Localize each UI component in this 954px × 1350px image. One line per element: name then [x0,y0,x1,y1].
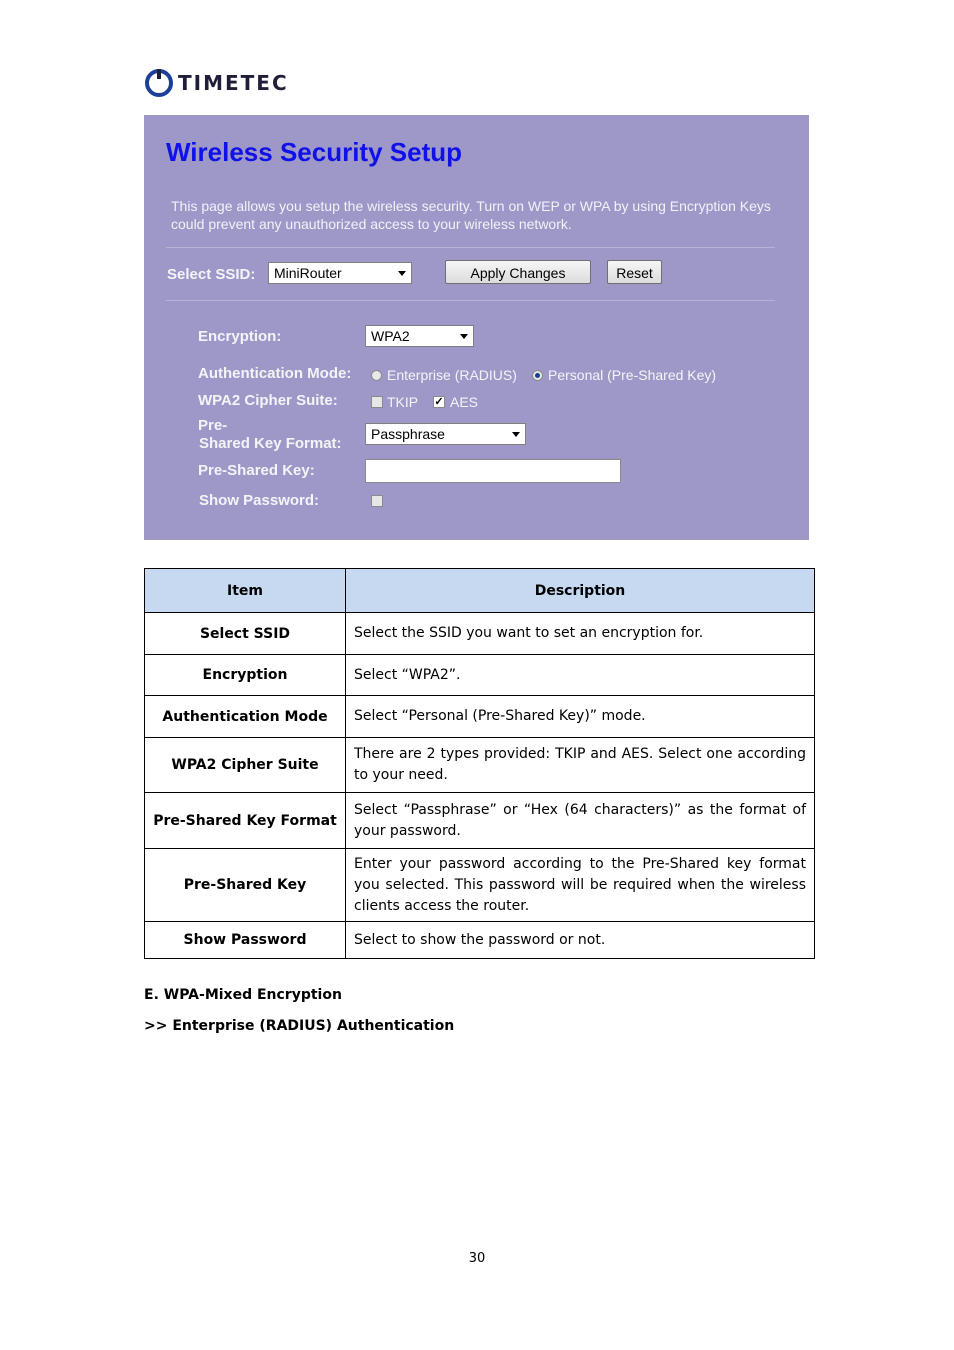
table-row [145,613,815,655]
table-cell-description: Select “Passphrase” or “Hex (64 characters)” as the format of your password. [346,793,815,849]
key-format-select[interactable] [365,423,526,445]
table-cell-item: Select SSID [145,613,346,655]
ssid-select-value: MiniRouter [274,265,342,281]
divider [166,247,775,248]
select-ssid-label: Select SSID: [167,266,256,283]
psk-label: Pre-Shared Key: [198,462,315,479]
key-format-select-value: Passphrase [371,426,445,442]
auth-enterprise-radio[interactable] [371,370,382,381]
table-cell-description: Select the SSID you want to set an encryption for. [346,613,815,655]
table-cell-item: Authentication Mode [145,696,346,738]
table-cell-description: There are 2 types provided: TKIP and AES. Select one according to your need. [346,738,815,793]
auth-enterprise-label: Enterprise (RADIUS) [387,367,517,383]
reset-button[interactable]: Reset [607,260,662,284]
table-row [145,793,815,849]
table-cell-description: Select “Personal (Pre-Shared Key)” mode. [346,696,815,738]
table-row [145,655,815,696]
table-row [145,696,815,738]
table-cell-item: Encryption [145,655,346,696]
wireless-security-panel [144,115,809,540]
table-cell-item: Pre-Shared Key [145,849,346,922]
dropdown-arrow-icon [512,432,520,437]
subsection-heading: >> Enterprise (RADIUS) Authentication [144,1018,455,1034]
cipher-suite-label: WPA2 Cipher Suite: [198,392,338,409]
table-cell-item: Pre-Shared Key Format [145,793,346,849]
table-row [145,922,815,959]
apply-changes-button[interactable]: Apply Changes [445,260,591,284]
tkip-label: TKIP [387,394,419,410]
auth-mode-label: Authentication Mode: [198,365,352,382]
table-header-row [145,569,815,613]
item-header: Item [145,569,346,613]
logo-text: TIMETEC [178,71,289,95]
key-format-label-line2: Shared Key Format: [199,435,342,452]
key-format-label-line1: Pre- [198,417,228,434]
auth-personal-radio[interactable] [532,370,543,381]
divider [166,300,775,301]
page-number: 30 [468,1251,486,1266]
section-heading: E. WPA-Mixed Encryption [144,987,342,1003]
description-header: Description [346,569,815,613]
logo-ring-icon [144,68,174,98]
panel-description: This page allows you setup the wireless security. Turn on WEP or WPA by using Encryption Keys could prevent any unauthorized access to your wireless network. [171,198,771,232]
timetec-logo [144,68,289,98]
table-cell-description: Enter your password according to the Pre-Shared key format you selected. This password will be required when the wireless clients access the router. [346,849,815,922]
encryption-select[interactable] [365,325,474,347]
dropdown-arrow-icon [460,334,468,339]
table-cell-item: Show Password [145,922,346,959]
ssid-select[interactable] [268,262,412,284]
tkip-checkbox[interactable] [371,396,383,408]
encryption-select-value: WPA2 [371,328,410,344]
psk-input[interactable] [365,459,621,483]
table-row [145,738,815,793]
table-cell-description: Select to show the password or not. [346,922,815,959]
panel-title: Wireless Security Setup [166,137,462,167]
show-password-checkbox[interactable] [371,495,383,507]
dropdown-arrow-icon [398,271,406,276]
table-cell-description: Select “WPA2”. [346,655,815,696]
table-row [145,849,815,922]
auth-personal-label: Personal (Pre-Shared Key) [548,367,717,383]
encryption-label: Encryption: [198,328,282,345]
description-table [144,568,815,959]
aes-checkbox[interactable]: ✓ [434,396,444,408]
show-password-label: Show Password: [199,492,320,509]
table-cell-item: WPA2 Cipher Suite [145,738,346,793]
aes-label: AES [450,394,479,410]
